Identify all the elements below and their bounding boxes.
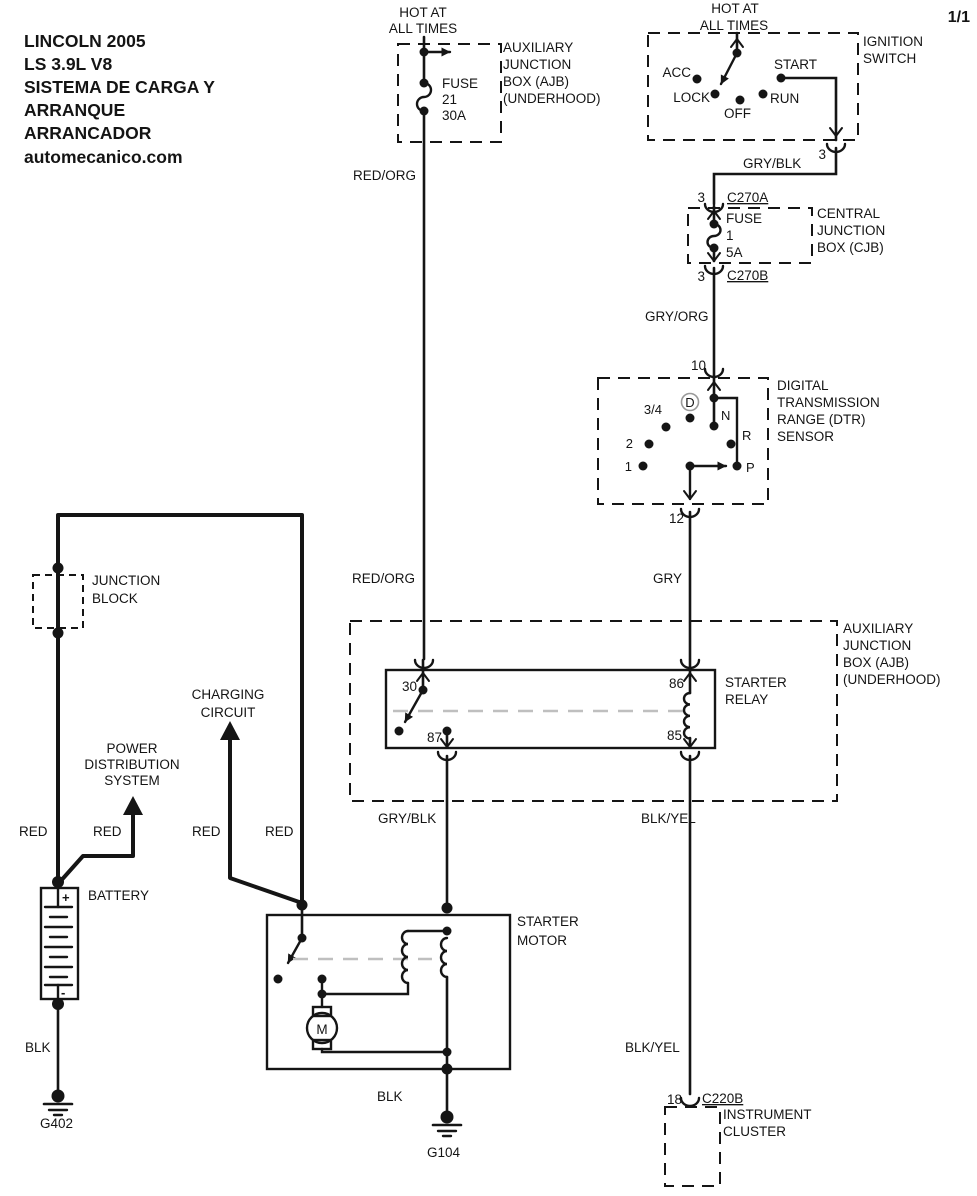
solenoid-contact-dot <box>274 975 283 984</box>
dtr-label-3: RANGE (DTR) <box>777 412 866 427</box>
pos34-label: 3/4 <box>643 402 662 417</box>
ajb-label-2: JUNCTION <box>503 57 572 72</box>
coil-return-wire <box>322 983 408 994</box>
cjb-fuse-rating: 5A <box>726 245 743 260</box>
starter-relay-label-2: RELAY <box>725 692 769 707</box>
wire-label-gry-blk-2: GRY/BLK <box>378 811 437 826</box>
battery-plus: + <box>62 890 70 905</box>
dtr-in-pin: 10 <box>690 358 706 373</box>
connector-arc <box>681 1098 699 1106</box>
fuse-dot-top <box>420 79 429 88</box>
fuse-label: FUSE <box>442 76 479 91</box>
instrument-cluster <box>665 1091 812 1186</box>
title-line-2: LS 3.9L V8 <box>24 54 113 74</box>
dtr-label-2: TRANSMISSION <box>777 395 880 410</box>
title-line-1: LINCOLN 2005 <box>24 31 146 51</box>
wire-label-gry: GRY <box>653 571 683 586</box>
ignition-out-pin: 3 <box>818 147 826 162</box>
central-junction-box <box>688 190 885 284</box>
starter-relay-ajb <box>350 621 941 801</box>
ignition-switch <box>648 33 923 162</box>
junction-dot <box>420 48 429 57</box>
wire-label-red-4: RED <box>265 824 294 839</box>
dtr-label-4: SENSOR <box>777 429 835 444</box>
pin85-label: 85 <box>666 728 682 743</box>
acc-label: ACC <box>662 65 691 80</box>
power-distribution-arrow <box>58 741 180 884</box>
wire-gry-org <box>645 268 723 378</box>
ignition-label-1: IGNITION <box>863 34 923 49</box>
posr-dot <box>727 440 736 449</box>
fuse-number: 21 <box>442 92 458 107</box>
off-label: OFF <box>724 106 751 121</box>
dtr-sensor <box>598 378 880 526</box>
pin30-label: 30 <box>401 679 417 694</box>
hot-feed-ajb <box>389 5 457 36</box>
posp-label: P <box>746 460 755 475</box>
pos2-dot <box>645 440 654 449</box>
ground-icon <box>52 1090 65 1103</box>
wire-label-blk-yel-2: BLK/YEL <box>625 1040 680 1055</box>
junction-dot <box>53 563 64 574</box>
aux-junction-box-fuse <box>398 37 601 142</box>
starter-relay-label-1: STARTER <box>725 675 787 690</box>
posr-label: R <box>742 428 752 443</box>
wire-label-red-3: RED <box>192 824 221 839</box>
battery-outline <box>41 888 78 999</box>
ignition-switch-outline <box>648 33 858 140</box>
hot-at-label: HOT AT <box>399 5 447 20</box>
ajb-label-4: (UNDERHOOD) <box>503 91 601 106</box>
pos34-dot <box>662 423 671 432</box>
charging-label-2: CIRCUIT <box>200 705 256 720</box>
junction-block <box>33 563 160 639</box>
ground-g104 <box>377 1069 461 1160</box>
hot-feed-ignition <box>700 1 768 33</box>
battery-label: BATTERY <box>88 888 150 903</box>
power-label-1: POWER <box>106 741 158 756</box>
cjb-label-1: CENTRAL <box>817 206 881 221</box>
ajb-label-3: BOX (AJB) <box>503 74 570 89</box>
wire-label-red-2: RED <box>93 824 122 839</box>
junction-dot <box>442 903 453 914</box>
title-line-6: automecanico.com <box>24 147 183 167</box>
connector-c270b: C270B <box>727 268 769 283</box>
ground-icon <box>441 1111 454 1124</box>
instrument-cluster-label-1: INSTRUMENT <box>723 1107 812 1122</box>
cjb-label-2: JUNCTION <box>817 223 886 238</box>
pin87-label: 87 <box>426 730 442 745</box>
ajb2-label-3: BOX (AJB) <box>843 655 910 670</box>
battery <box>41 876 149 1010</box>
instrument-cluster-outline <box>665 1107 720 1186</box>
junction-dot <box>53 628 64 639</box>
p-contact-dot <box>733 462 742 471</box>
ajb2-label-4: (UNDERHOOD) <box>843 672 941 687</box>
n-contact-dot <box>710 422 719 431</box>
posd-dot <box>686 414 695 423</box>
wire-label-red-org-1: RED/ORG <box>353 168 417 183</box>
ignition-label-2: SWITCH <box>863 51 917 66</box>
arrow-up-icon <box>123 796 143 815</box>
charging-branch-wire <box>230 737 302 903</box>
instrument-cluster-label-2: CLUSTER <box>723 1124 787 1139</box>
relay-coil-icon <box>684 693 690 739</box>
c220b-pin: 18 <box>666 1092 682 1107</box>
title-block <box>24 31 215 167</box>
junction-block-label-2: BLOCK <box>92 591 138 606</box>
pin86-label: 86 <box>668 676 684 691</box>
wire-label-gry-blk-1: GRY/BLK <box>743 156 802 171</box>
power-label-3: SYSTEM <box>104 773 160 788</box>
wire-label-red-org-2: RED/ORG <box>352 571 416 586</box>
pos1-label: 1 <box>624 459 632 474</box>
dtr-out-pin: 12 <box>668 511 684 526</box>
ground-g402 <box>25 1004 73 1131</box>
dtr-label-1: DIGITAL <box>777 378 829 393</box>
red-wire-labels <box>19 824 294 839</box>
all-times-label: ALL TIMES <box>388 21 458 36</box>
run-contact-dot <box>759 90 768 99</box>
battery-minus: - <box>61 985 66 1000</box>
starter-motor <box>267 900 579 1075</box>
wire-label-red-1: RED <box>19 824 48 839</box>
posd-label: D <box>685 395 695 410</box>
fuse-rating: 30A <box>442 108 467 123</box>
run-label: RUN <box>770 91 800 106</box>
cjb-fuse-label: FUSE <box>726 211 763 226</box>
cjb-fuse-number: 1 <box>726 228 734 243</box>
start-label: START <box>774 57 818 72</box>
wire-label-blk-1: BLK <box>25 1040 51 1055</box>
acc-contact-dot <box>693 75 702 84</box>
ground-label-g402: G402 <box>40 1116 74 1131</box>
title-line-4: ARRANQUE <box>24 100 126 120</box>
wire-label-blk-2: BLK <box>377 1089 403 1104</box>
start-output-wire <box>781 78 836 140</box>
relay-switch-arm <box>405 690 423 722</box>
fuse-dot-top <box>710 220 719 229</box>
page-number: 1/1 <box>947 9 970 26</box>
arrow-up-icon <box>220 721 240 740</box>
battery-positive-dot <box>52 876 64 888</box>
wire-gry-blk-2 <box>378 756 447 908</box>
c270a-pin: 3 <box>697 190 705 205</box>
pull-in-coil-icon <box>402 931 408 983</box>
lock-label: LOCK <box>673 90 710 105</box>
switch-arm <box>721 53 737 84</box>
ajb2-label-2: JUNCTION <box>843 638 912 653</box>
ajb-label-1: AUXILIARY <box>503 40 574 55</box>
motor-m-label: M <box>316 1022 328 1037</box>
connector-c270a: C270A <box>727 190 769 205</box>
wire-red-org <box>352 111 424 659</box>
connector-c220b: C220B <box>702 1091 744 1106</box>
hot-at-label: HOT AT <box>711 1 759 16</box>
relay-contact-dot <box>395 727 404 736</box>
pos1-dot <box>639 462 648 471</box>
charging-circuit-arrow <box>192 687 302 903</box>
hold-in-coil-icon <box>441 938 447 977</box>
wire-label-gry-org: GRY/ORG <box>645 309 709 324</box>
power-branch-wire <box>58 812 133 884</box>
off-contact-dot <box>736 96 745 105</box>
title-line-3: SISTEMA DE CARGA Y <box>24 77 215 97</box>
starter-motor-label-1: STARTER <box>517 914 579 929</box>
lock-contact-dot <box>711 90 720 99</box>
junction-dot <box>710 394 719 403</box>
wire-label-blk-yel-1: BLK/YEL <box>641 811 696 826</box>
posn-label: N <box>721 408 731 423</box>
wire-blk-yel <box>625 756 696 1094</box>
junction-block-label-1: JUNCTION <box>92 573 161 588</box>
wire-gry <box>653 512 690 659</box>
c270b-pin: 3 <box>697 269 705 284</box>
starter-motor-label-2: MOTOR <box>517 933 567 948</box>
charging-label-1: CHARGING <box>191 687 265 702</box>
ajb2-label-1: AUXILIARY <box>843 621 914 636</box>
cjb-label-3: BOX (CJB) <box>817 240 884 255</box>
motor-return-wire <box>322 1049 447 1052</box>
all-times-label: ALL TIMES <box>699 18 769 33</box>
power-label-2: DISTRIBUTION <box>84 757 180 772</box>
pos2-label: 2 <box>625 436 633 451</box>
ground-label-g104: G104 <box>427 1145 461 1160</box>
title-line-5: ARRANCADOR <box>24 123 152 143</box>
